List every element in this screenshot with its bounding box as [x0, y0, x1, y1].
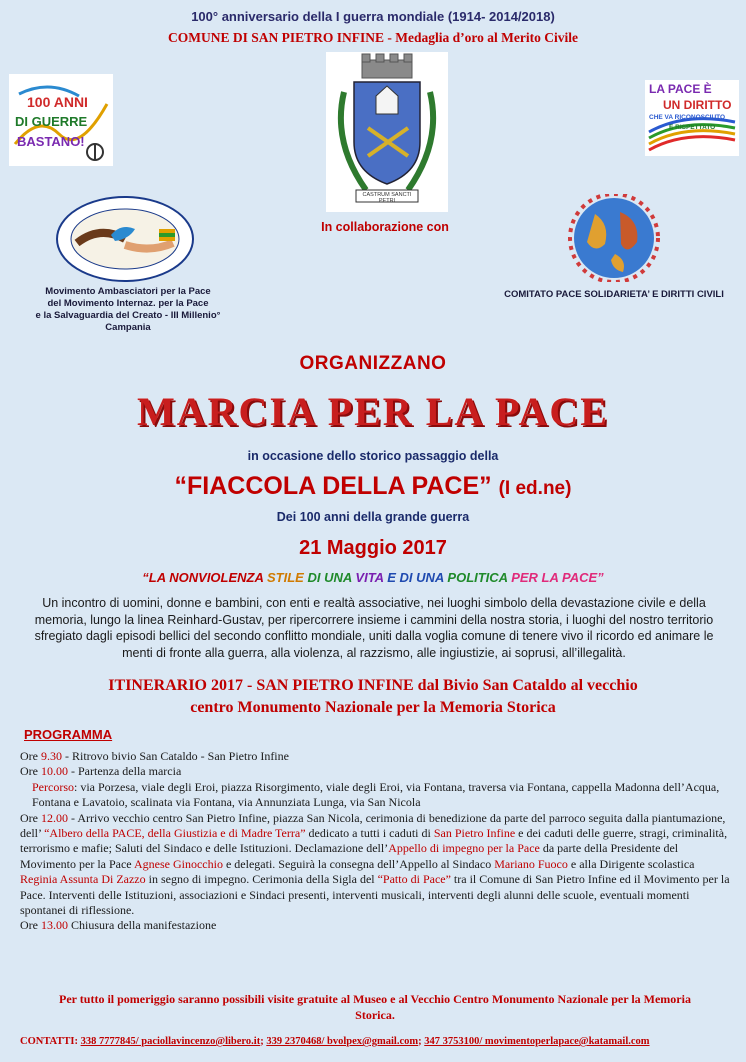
- caption-line: e la Salvaguardia del Creato - III Millenio°: [35, 310, 221, 321]
- programma-heading: PROGRAMMA: [24, 727, 113, 742]
- organizzano-heading: ORGANIZZANO: [299, 353, 447, 374]
- itinerario-line: centro Monumento Nazionale per la Memoria Storica: [190, 699, 556, 716]
- ore-label: Ore: [20, 749, 38, 763]
- item-text: in segno di impegno. Cerimonia della Sigla del: [145, 872, 378, 887]
- contacts-label: CONTATTI:: [20, 1036, 81, 1047]
- item-text: - Arrivo vecchio centro San Pietro Infine, piazza San Nicola, cerimonia di benedizione da parte del parroco seguita dalla piantumazione, dell’: [20, 810, 726, 841]
- item-text: e dei caduti delle guerre, stragi, criminalità, terrorismo e mafie; Saluti del Sindaco e delle Istituzioni. Declamazione dell’: [20, 826, 728, 856]
- motto-word: STILE: [267, 570, 304, 585]
- item-text: dedicato a tutti i caduti di: [305, 826, 434, 841]
- fiaccola-title: [0, 472, 746, 501]
- logo-text-line: UN DIRITTO: [663, 98, 732, 112]
- motto-line: [0, 570, 746, 585]
- ore-label: Ore: [20, 810, 38, 825]
- itinerario-line: ITINERARIO 2017 - SAN PIETRO INFINE dal Bivio San Cataldo al vecchio: [108, 677, 638, 694]
- pace-diritto-logo: [645, 80, 739, 156]
- item-text: e delegati. Seguirà la consegna dell’Appello al Sindaco: [222, 856, 495, 871]
- highlight-text: Mariano Fuoco: [494, 856, 568, 871]
- item-text: - Ritrovo bivio San Cataldo - San Pietro Infine: [62, 749, 289, 763]
- item-text: tra il Comune di San Pietro Infine ed il Movimento per la Pace. Interventi delle Istituzioni, associazioni e Sindaci presenti, interventi musicali, interventi degli alunni delle scuole, eventuali momenti spontanei di riflessione.: [20, 872, 730, 918]
- programma-item: [20, 749, 730, 764]
- edition-label: (I ed.ne): [498, 478, 572, 499]
- time-label: 9.30: [41, 749, 62, 763]
- anni-guerre-logo: [9, 74, 113, 166]
- programma-item: [20, 764, 730, 779]
- logo-text-line: DI GUERRE: [15, 114, 88, 129]
- marcia-title: MARCIA PER LA PACE: [137, 389, 609, 434]
- ambasciatori-caption: [10, 286, 246, 334]
- crest-motto: CASTRUM SANCTI PETRI: [362, 192, 412, 204]
- fiaccola-name: “FIACCOLA DELLA PACE”: [174, 472, 492, 500]
- comune-header: COMUNE DI SAN PIETRO INFINE - Medaglia d’oro al Merito Civile: [168, 30, 578, 45]
- highlight-text: “Albero della PACE, della Giustizia e di Madre Terra”: [44, 826, 306, 841]
- crest-art: [326, 52, 448, 212]
- contact-link[interactable]: 339 2370468/ bvolpex@gmail.com: [266, 1036, 419, 1047]
- separator: ;: [418, 1036, 425, 1047]
- programma-item: [20, 811, 730, 919]
- programma-list: [20, 749, 730, 934]
- globe-art: [565, 194, 663, 282]
- contacts-line: [20, 1036, 730, 1047]
- event-date: 21 Maggio 2017: [299, 537, 447, 559]
- item-text: da parte della Presidente del Movimento per la Pace: [20, 841, 679, 871]
- contact-link[interactable]: 338 7777845/ paciollavincenzo@libero.it: [80, 1036, 261, 1047]
- ore-label: Ore: [20, 918, 38, 933]
- motto-word: POLITICA: [447, 570, 508, 585]
- motto-word: PER LA PACE”: [511, 570, 604, 585]
- caption-line: Movimento Ambasciatori per la Pace: [45, 286, 211, 297]
- itinerario-heading: [0, 675, 746, 719]
- item-text: - Partenza della marcia: [68, 764, 182, 779]
- comitato-globe-logo: [565, 194, 663, 282]
- logo-text-line: BASTANO!: [17, 134, 85, 149]
- occasion-line: in occasione dello storico passaggio della: [247, 449, 499, 463]
- highlight-text: San Pietro Infine: [433, 826, 516, 841]
- logo-text-line: 100 ANNI: [27, 94, 88, 110]
- separator: ;: [260, 1036, 267, 1047]
- item-text: Chiusura della manifestazione: [68, 918, 217, 933]
- motto-word: VITA: [355, 570, 384, 585]
- contact-link[interactable]: 347 3753100/ movimentoperlapace@katamail.com: [424, 1036, 650, 1047]
- logo-text-line: LA PACE È: [649, 82, 712, 96]
- item-text: e alla Dirigente scolastica: [567, 856, 695, 871]
- highlight-text: “Patto di Pace”: [377, 872, 451, 887]
- ambasciatori-art: [55, 195, 196, 283]
- programma-item: [20, 918, 730, 933]
- logo-text-line: E RISPETTATO: [669, 124, 716, 131]
- highlight-text: Agnese Ginocchio: [133, 856, 223, 871]
- time-label: 10.00: [41, 764, 68, 779]
- ambasciatori-logo: [55, 195, 196, 283]
- caption-line: Campania: [105, 322, 151, 333]
- motto-word: “LA NONVIOLENZA: [142, 570, 264, 585]
- time-label: 12.00: [41, 810, 68, 825]
- motto-word: E DI UNA: [387, 570, 444, 585]
- motto-word: DI UNA: [307, 570, 352, 585]
- logo-text-line: CHE VA RICONOSCIUTO: [649, 114, 726, 121]
- final-note: Per tutto il pomeriggio saranno possibili visite gratuite al Museo e al Vecchio Centro Monumento Nazionale per la Memoria Storica.: [59, 992, 691, 1022]
- anniversary-header: 100° anniversario della I guerra mondiale (1914- 2014/2018): [191, 9, 555, 24]
- percorso-item: [20, 780, 730, 811]
- highlight-text: Appello di impegno per la Pace: [388, 841, 540, 856]
- intro-paragraph: Un incontro di uomini, donne e bambini, con enti e realtà associative, nei luoghi simbolo della devastazione civile e della memoria, lungo la linea Reinhard-Gustav, per ripercorrere insieme i cammini della nostra storia, i luoghi del nostro territorio sfregiato dagli episodi bellici del secondo conflitto mondiale, uniti dalla voglia comune di tenere vivo il ricordo ed animare le menti di fronte alla guerra, alla violenza, al razzismo, alle ingiustizie, ai soprusi, all’illegalità.: [34, 596, 714, 660]
- caption-line: del Movimento Internaz. per la Pace: [47, 298, 209, 309]
- comitato-caption: COMITATO PACE SOLIDARIETA’ E DIRITTI CIVILI: [504, 289, 724, 300]
- ore-label: Ore: [20, 764, 38, 779]
- percorso-label: Percorso: [32, 779, 74, 794]
- comune-crest: [326, 52, 448, 212]
- time-label: 13.00: [41, 918, 68, 933]
- highlight-text: Reginia Assunta Di Zazzo: [20, 872, 146, 887]
- collaboration-label: In collaborazione con: [321, 220, 449, 234]
- item-text: : via Porzesa, viale degli Eroi, piazza Risorgimento, viale degli Eroi, via Fontana, traversa via Fontana, cappella Madonna dell’Acqua, Fontana e Lavatoio, scalinata via Fontana, via Annunziata Lunga, via San Nicola: [32, 779, 720, 810]
- subtitle-line: Dei 100 anni della grande guerra: [276, 510, 470, 524]
